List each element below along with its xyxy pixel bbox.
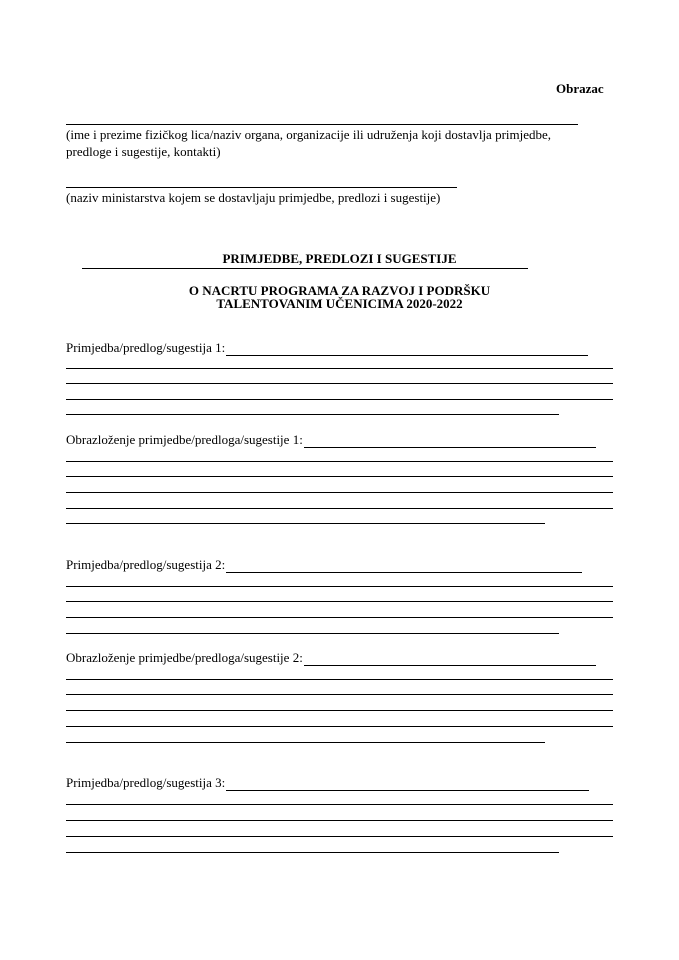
section-3-line-4[interactable] [66, 633, 559, 634]
section-3-input-line[interactable] [226, 560, 582, 573]
section-1-label-row [66, 340, 588, 356]
section-2-label: Obrazloženje primjedbe/predloga/sugestije 1: [66, 432, 303, 447]
subtitle-line2: TALENTOVANIM UČENICIMA 2020-2022 [216, 296, 463, 311]
section-3-line-2[interactable] [66, 601, 613, 602]
section-1-input-line[interactable] [226, 343, 588, 356]
section-2-input-line[interactable] [304, 435, 596, 448]
section-5-line-3[interactable] [66, 836, 613, 837]
section-4-line-5[interactable] [66, 742, 545, 743]
section-2-label-row [66, 432, 596, 448]
section-3-line-1[interactable] [66, 586, 613, 587]
section-4-input-line[interactable] [304, 653, 596, 666]
ministry-input-line[interactable] [66, 187, 457, 188]
section-2-line-5[interactable] [66, 523, 545, 524]
section-2-line-1[interactable] [66, 461, 613, 462]
section-5-label-row [66, 775, 589, 791]
subtitle-line1: O NACRTU PROGRAMA ZA RAZVOJ I PODRŠKU [188, 283, 491, 298]
section-4-label: Obrazloženje primjedbe/predloga/sugestije 2: [66, 650, 303, 665]
ministry-caption: (naziv ministarstva kojem se dostavljaju primjedbe, predlozi i sugestije) [66, 190, 441, 205]
section-5-line-2[interactable] [66, 820, 613, 821]
section-1-label: Primjedba/predlog/sugestija 1: [66, 340, 226, 355]
section-4-line-4[interactable] [66, 726, 613, 727]
section-5-line-1[interactable] [66, 804, 613, 805]
page-title: PRIMJEDBE, PREDLOZI I SUGESTIJE [222, 251, 457, 266]
submitter-input-line[interactable] [66, 124, 578, 125]
submitter-caption-line1: (ime i prezime fizičkog lica/naziv organa, organizacije ili udruženja koji dostavlja primjedbe, [66, 127, 552, 142]
section-3-line-3[interactable] [66, 617, 613, 618]
section-3-label: Primjedba/predlog/sugestija 2: [66, 557, 226, 572]
section-5-label: Primjedba/predlog/sugestija 3: [66, 775, 226, 790]
section-2-line-4[interactable] [66, 508, 613, 509]
submitter-caption-line2: predloge i sugestije, kontakti) [66, 144, 221, 159]
form-label: Obrazac [556, 81, 604, 96]
section-5-line-4[interactable] [66, 852, 559, 853]
section-4-label-row [66, 650, 596, 666]
section-4-line-3[interactable] [66, 710, 613, 711]
section-5-input-line[interactable] [226, 778, 589, 791]
section-4-line-1[interactable] [66, 679, 613, 680]
section-3-label-row [66, 557, 582, 573]
title-underline [82, 268, 528, 269]
section-2-line-3[interactable] [66, 492, 613, 493]
section-1-line-1[interactable] [66, 368, 613, 369]
section-2-line-2[interactable] [66, 476, 613, 477]
section-4-line-2[interactable] [66, 694, 613, 695]
section-1-line-3[interactable] [66, 399, 613, 400]
section-1-line-4[interactable] [66, 414, 559, 415]
section-1-line-2[interactable] [66, 383, 613, 384]
